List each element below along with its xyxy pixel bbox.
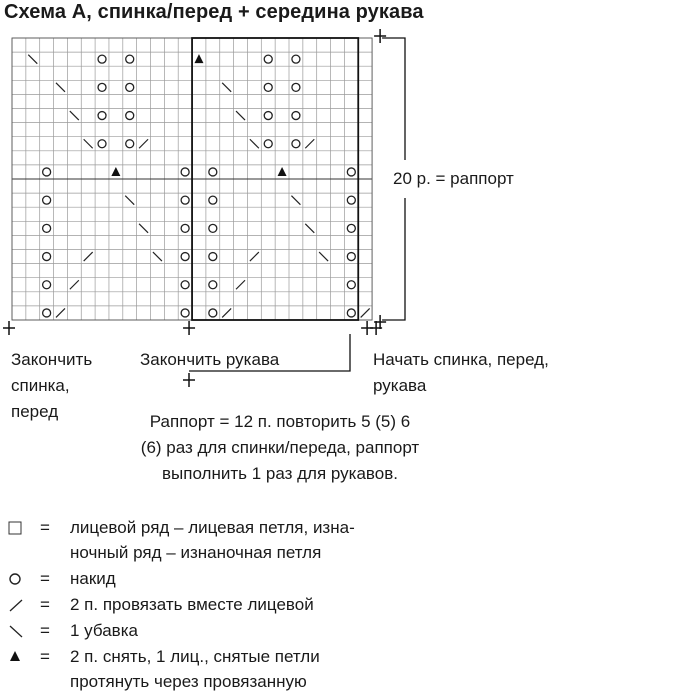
label-finish-sleeves: Закончить рукава (140, 350, 280, 369)
square-icon (8, 521, 22, 535)
label-finish-back-front-3: перед (11, 402, 59, 421)
yarn-over-circle (292, 83, 300, 91)
yarn-over-circle (264, 83, 272, 91)
yarn-over-circle (126, 55, 134, 63)
yarn-over-circle (292, 55, 300, 63)
legend-eq: = (40, 595, 50, 614)
yarn-over-circle (98, 83, 106, 91)
legend-text: ночный ряд – изнаночная петля (70, 543, 322, 562)
yarn-over-circle (43, 224, 51, 232)
chart-title: Схема А, спинка/перед + середина рукава (4, 1, 424, 23)
label-finish-back-front-2: спинка, (11, 376, 70, 395)
legend-eq: = (40, 569, 50, 588)
yarn-over-circle (264, 55, 272, 63)
circle-icon (8, 572, 22, 586)
triangle-icon (9, 650, 21, 662)
backslash-icon (8, 624, 24, 638)
yarn-over-circle (347, 168, 355, 176)
repeat-bracket (382, 198, 405, 320)
yarn-over-circle (43, 281, 51, 289)
yarn-over-circle (292, 112, 300, 120)
yarn-over-circle (209, 168, 217, 176)
legend-text: 1 убавка (70, 621, 138, 640)
yarn-over-circle (98, 55, 106, 63)
sk2p-triangle (278, 167, 287, 176)
yarn-over-circle (43, 168, 51, 176)
k2tog-slash (305, 139, 314, 148)
k2tog-slash (56, 308, 65, 317)
yarn-over-circle (347, 281, 355, 289)
k2tog-slash (250, 252, 259, 261)
legend-eq: = (40, 647, 50, 666)
decrease-backslash (28, 55, 37, 64)
legend-eq: = (40, 621, 50, 640)
caption-line-3: выполнить 1 раз для рукавов. (162, 464, 398, 483)
decrease-backslash (305, 224, 314, 233)
decrease-backslash (153, 252, 162, 261)
yarn-over-circle (347, 309, 355, 317)
decrease-backslash (236, 111, 245, 120)
yarn-over-circle (264, 140, 272, 148)
yarn-over-circle (126, 140, 134, 148)
legend-text: протянуть через провязанную (70, 672, 307, 691)
yarn-over-circle (347, 253, 355, 261)
legend-text: лицевой ряд – лицевая петля, изна- (70, 518, 355, 537)
yarn-over-circle (98, 112, 106, 120)
yarn-over-circle (43, 196, 51, 204)
yarn-over-circle (209, 224, 217, 232)
decrease-backslash (222, 83, 231, 92)
yarn-over-circle (181, 224, 189, 232)
sk2p-triangle (111, 167, 120, 176)
yarn-over-circle (98, 140, 106, 148)
sk2p-triangle (194, 54, 203, 63)
yarn-over-circle (209, 281, 217, 289)
yarn-over-circle (43, 253, 51, 261)
yarn-over-circle (347, 196, 355, 204)
k2tog-slash (84, 252, 93, 261)
k2tog-slash (70, 280, 79, 289)
yarn-over-circle (181, 196, 189, 204)
caption-line-1: Раппорт = 12 п. повторить 5 (5) 6 (149, 412, 411, 431)
yarn-over-circle (209, 309, 217, 317)
yarn-over-circle (181, 253, 189, 261)
label-start-2: рукава (373, 376, 427, 395)
decrease-backslash (70, 111, 79, 120)
legend-text: 2 п. снять, 1 лиц., снятые петли (70, 647, 320, 666)
legend-eq: = (40, 518, 50, 537)
decrease-backslash (139, 224, 148, 233)
label-finish-back-front-1: Закончить (11, 350, 93, 369)
repeat-bracket (382, 38, 405, 160)
yarn-over-circle (126, 112, 134, 120)
yarn-over-circle (43, 309, 51, 317)
decrease-backslash (56, 83, 65, 92)
legend-text: 2 п. провязать вместе лицевой (70, 595, 314, 614)
decrease-backslash (125, 196, 134, 205)
yarn-over-circle (126, 83, 134, 91)
decrease-backslash (291, 196, 300, 205)
decrease-backslash (84, 139, 93, 148)
k2tog-slash (236, 280, 245, 289)
decrease-backslash (319, 252, 328, 261)
yarn-over-circle (209, 253, 217, 261)
k2tog-slash (361, 308, 370, 317)
yarn-over-circle (181, 309, 189, 317)
yarn-over-circle (347, 224, 355, 232)
yarn-over-circle (181, 168, 189, 176)
repeat-label: 20 р. = раппорт (393, 169, 514, 188)
slash-icon (8, 598, 24, 612)
k2tog-slash (222, 308, 231, 317)
yarn-over-circle (181, 281, 189, 289)
yarn-over-circle (264, 112, 272, 120)
caption-line-2: (6) раз для спинки/переда, раппорт (140, 438, 420, 457)
decrease-backslash (250, 139, 259, 148)
k2tog-slash (139, 139, 148, 148)
label-start-1: Начать спинка, перед, (373, 350, 549, 369)
yarn-over-circle (209, 196, 217, 204)
yarn-over-circle (292, 140, 300, 148)
legend-text: накид (70, 569, 116, 588)
